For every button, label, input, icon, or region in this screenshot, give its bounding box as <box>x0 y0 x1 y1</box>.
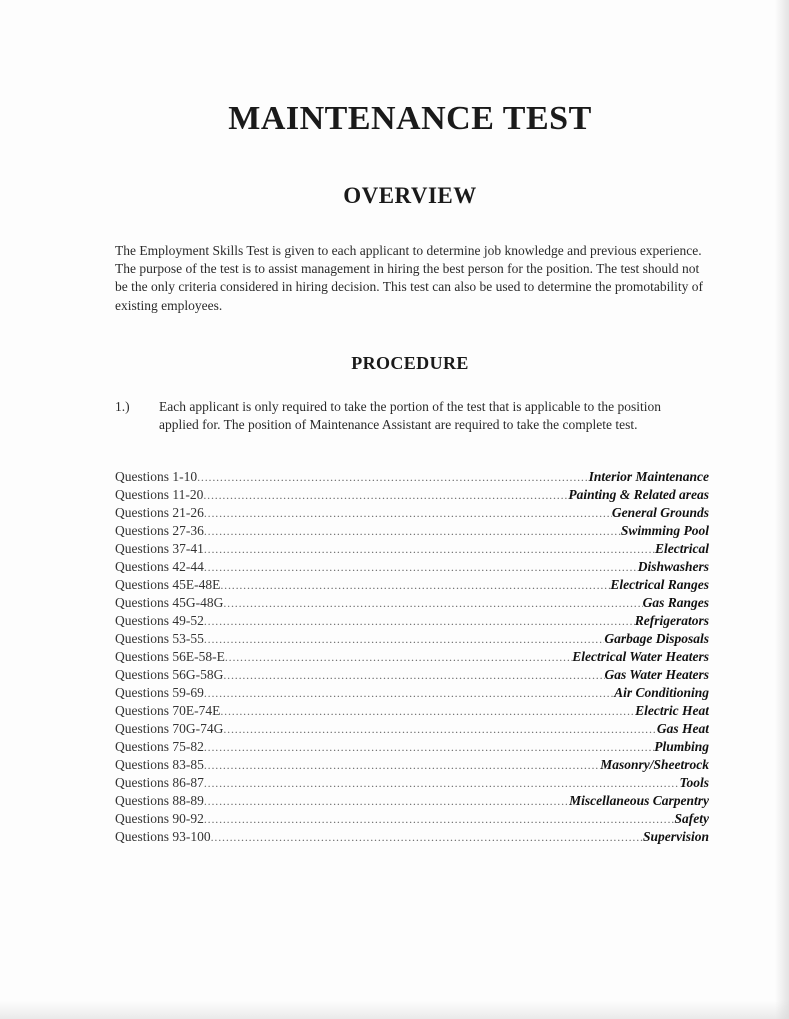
section-row <box>115 612 709 630</box>
section-row <box>115 684 709 702</box>
dot-leader <box>204 756 600 774</box>
procedure-heading: PROCEDURE <box>351 353 469 373</box>
section-category: Painting & Related areas <box>568 487 709 502</box>
section-row <box>115 648 709 666</box>
section-question-range: Questions 86-87 <box>115 775 204 790</box>
section-row <box>115 540 709 558</box>
section-category: Refrigerators <box>634 613 709 628</box>
section-row <box>115 738 709 756</box>
dot-leader <box>211 828 643 846</box>
section-question-range: Questions 83-85 <box>115 757 204 772</box>
section-question-range: Questions 90-92 <box>115 811 204 826</box>
dot-leader <box>223 720 657 738</box>
section-category: Safety <box>674 811 709 826</box>
procedure-step-number: 1.) <box>115 399 130 414</box>
dot-leader <box>223 666 604 684</box>
section-question-range: Questions 53-55 <box>115 631 204 646</box>
section-question-range: Questions 88-89 <box>115 793 204 808</box>
dot-leader <box>223 594 642 612</box>
section-category: Gas Heat <box>656 721 709 736</box>
dot-leader <box>225 648 572 666</box>
section-category: Electrical Ranges <box>610 577 709 592</box>
section-category: Dishwashers <box>637 559 709 574</box>
dot-leader <box>203 486 568 504</box>
section-question-range: Questions 75-82 <box>115 739 204 754</box>
section-row <box>115 720 709 738</box>
section-row <box>115 522 709 540</box>
section-category: Garbage Disposals <box>604 631 709 646</box>
section-row <box>115 486 709 504</box>
section-row <box>115 594 709 612</box>
dot-leader <box>204 630 604 648</box>
section-category: Masonry/Sheetrock <box>600 757 709 772</box>
dot-leader <box>204 792 569 810</box>
section-category: Electric Heat <box>635 703 709 718</box>
section-question-range: Questions 70E-74E <box>115 703 221 718</box>
section-question-range: Questions 45G-48G <box>115 595 224 610</box>
section-row <box>115 666 709 684</box>
test-sections-list <box>115 468 709 846</box>
section-question-range: Questions 27-36 <box>115 523 204 538</box>
section-question-range: Questions 93-100 <box>115 829 211 844</box>
section-row <box>115 828 709 846</box>
section-row <box>115 774 709 792</box>
section-question-range: Questions 11-20 <box>115 487 204 502</box>
procedure-step-text: Each applicant is only required to take the portion of the test that is applicable to the position applied for. The position of Maintenance Assistant are required to take the complete test. <box>159 399 661 433</box>
section-category: Electrical Water Heaters <box>572 649 709 664</box>
section-question-range: Questions 59-69 <box>115 685 204 700</box>
page-title: MAINTENANCE TEST <box>228 100 592 137</box>
section-category: Air Conditioning <box>614 685 709 700</box>
section-row <box>115 630 709 648</box>
scan-bottom-shadow <box>0 1001 789 1019</box>
dot-leader <box>204 558 638 576</box>
dot-leader <box>204 522 621 540</box>
section-question-range: Questions 49-52 <box>115 613 204 628</box>
section-category: Gas Ranges <box>642 595 709 610</box>
section-question-range: Questions 42-44 <box>115 559 204 574</box>
section-row <box>115 504 709 522</box>
section-question-range: Questions 70G-74G <box>115 721 224 736</box>
section-row <box>115 576 709 594</box>
section-category: Miscellaneous Carpentry <box>569 793 709 808</box>
section-category: Tools <box>679 775 709 790</box>
dot-leader <box>197 468 588 486</box>
section-category: Interior Maintenance <box>588 469 709 484</box>
section-question-range: Questions 37-41 <box>115 541 204 556</box>
overview-paragraph: The Employment Skills Test is given to each applicant to determine job knowledge and previous experience. The purpose of the test is to assist management in hiring the best person for the position. The test should not be the only criteria considered in hiring decision. This test can also be used to determine the promotability of existing employees. <box>115 243 703 313</box>
dot-leader <box>204 774 680 792</box>
dot-leader <box>204 810 675 828</box>
dot-leader <box>204 504 612 522</box>
section-row <box>115 756 709 774</box>
section-row <box>115 702 709 720</box>
section-category: Swimming Pool <box>620 523 709 538</box>
dot-leader <box>204 738 654 756</box>
section-question-range: Questions 1-10 <box>115 469 198 484</box>
section-category: Supervision <box>642 829 709 844</box>
section-row <box>115 810 709 828</box>
dot-leader <box>204 612 635 630</box>
section-category: Plumbing <box>654 739 709 754</box>
section-question-range: Questions 45E-48E <box>115 577 221 592</box>
section-question-range: Questions 56E-58-E <box>115 649 225 664</box>
section-category: General Grounds <box>611 505 709 520</box>
dot-leader <box>204 684 614 702</box>
section-row <box>115 558 709 576</box>
section-row <box>115 468 709 486</box>
dot-leader <box>220 702 635 720</box>
section-question-range: Questions 56G-58G <box>115 667 224 682</box>
dot-leader <box>220 576 610 594</box>
section-category: Gas Water Heaters <box>604 667 709 682</box>
section-category: Electrical <box>655 541 709 556</box>
dot-leader <box>204 540 655 558</box>
overview-heading: OVERVIEW <box>343 183 477 208</box>
section-row <box>115 792 709 810</box>
scan-edge-shadow <box>775 0 789 1019</box>
section-question-range: Questions 21-26 <box>115 505 204 520</box>
